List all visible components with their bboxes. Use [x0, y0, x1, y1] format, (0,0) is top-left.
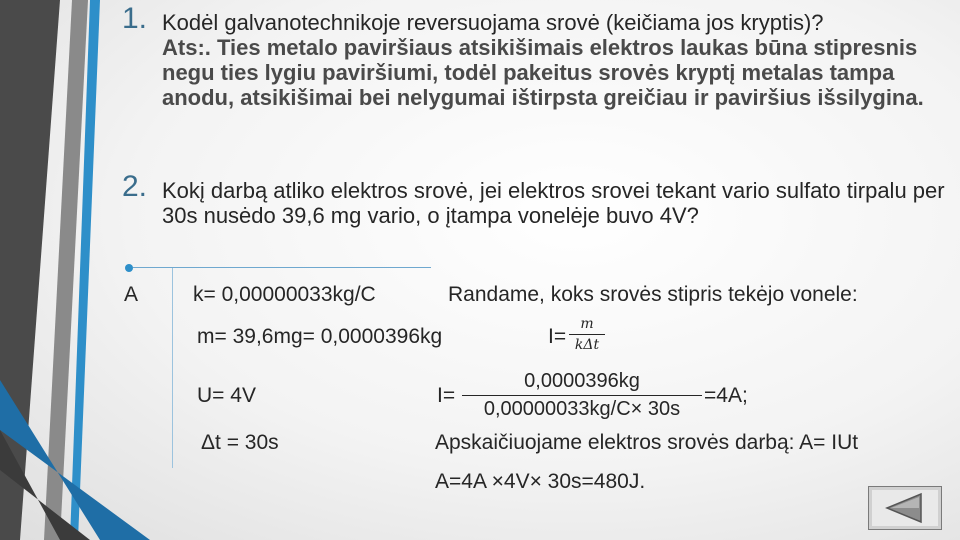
given-k: k= 0,00000033kg/C	[193, 283, 376, 306]
work-result: A=4A ×4V× 30s=480J.	[435, 470, 646, 493]
bullet-dot	[125, 264, 133, 272]
back-arrow-icon	[869, 487, 941, 529]
answer-text: Ats:. Ties metalo paviršiaus atsikišimais elektros laukas būna stipresnis negu ties lygiu paviršiumi, todėl pakeitus srovės kryptį metalas tampa anodu, atsikišimai bei nelygumai ištirpsta greičiau ir paviršius išsilygina.	[162, 35, 924, 110]
formula-numerator: m	[580, 316, 594, 332]
calc-numerator: 0,0000396kg	[524, 370, 640, 392]
decorative-side-stripes	[0, 0, 180, 540]
divider-line-vertical	[172, 268, 173, 468]
find-work-text: Apskaičiuojame elektros srovės darbą: A= IUt	[435, 431, 859, 454]
question-text: Kodėl galvanotechnikoje reversuojama srovė (keičiama jos kryptis)?	[162, 10, 824, 35]
back-button[interactable]	[868, 486, 942, 530]
question-text: Kokį darbą atliko elektros srovė, jei elektros srovei tekant vario sulfato tirpalu per 30s nusėdo 39,6 mg vario, o įtampa vonelėje buvo 4V?	[162, 178, 945, 228]
calc-fraction	[462, 370, 702, 421]
find-current-text: Randame, koks srovės stipris tekėjo vonele:	[448, 283, 858, 306]
calc-denominator: 0,00000033kg/C× 30s	[483, 398, 681, 420]
given-dt: Δt = 30s	[201, 431, 279, 454]
question-number: 1.	[122, 2, 148, 35]
solution-label: A	[124, 283, 139, 306]
calc-lhs: I=	[437, 384, 456, 407]
divider-line	[133, 267, 431, 268]
given-m: m= 39,6mg= 0,0000396kg	[197, 325, 443, 348]
given-U: U= 4V	[197, 384, 256, 407]
formula-lhs: I=	[548, 325, 567, 348]
calc-result: =4A;	[704, 384, 748, 407]
formula-fraction	[569, 316, 605, 353]
question-number: 2.	[122, 170, 148, 203]
formula-denominator: kΔt	[574, 337, 600, 353]
